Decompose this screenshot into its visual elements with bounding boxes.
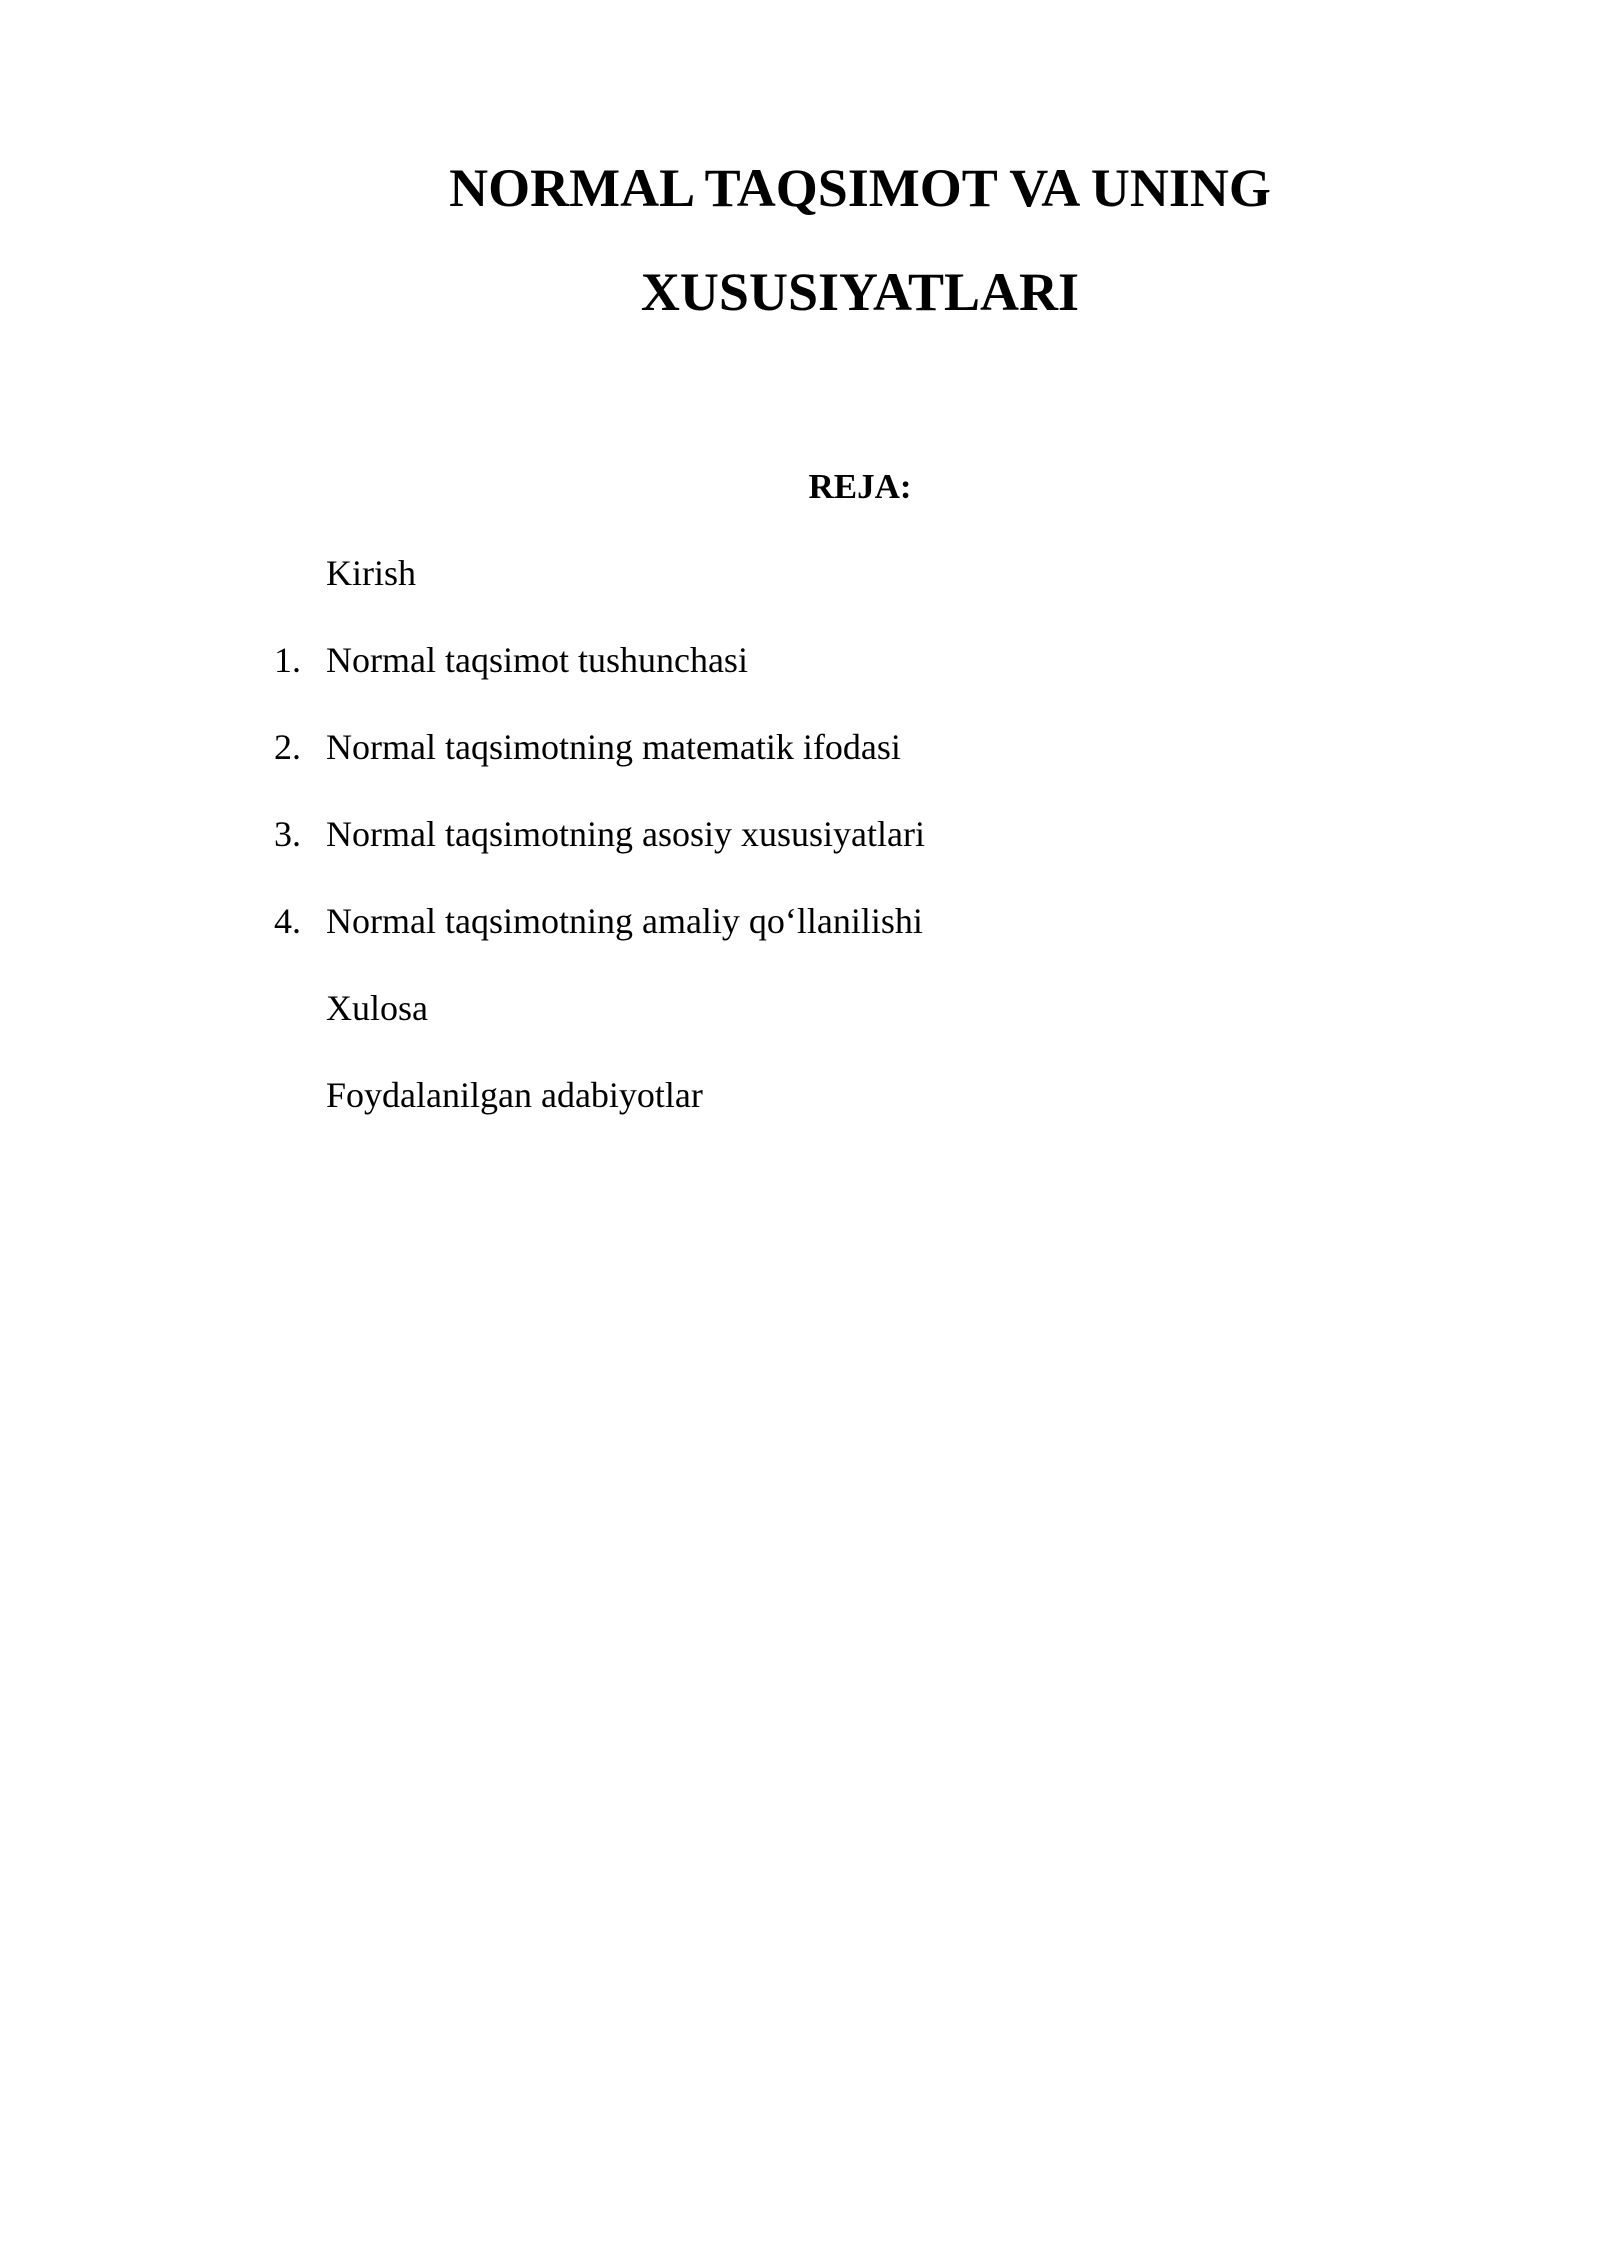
plan-item-text: Foydalanilgan adabiyotlar (326, 1075, 703, 1115)
plan-item-3 (0, 813, 1600, 855)
plan-item-text: Kirish (326, 553, 416, 593)
plan-item-introduction (0, 552, 1600, 594)
plan-item-text: Normal taqsimotning matematik ifodasi (326, 727, 901, 767)
plan-item-number: 1. (274, 640, 301, 680)
plan-item-number: 3. (274, 814, 301, 854)
plan-item-references (0, 1074, 1600, 1116)
plan-item-1 (0, 639, 1600, 681)
plan-item-4 (0, 900, 1600, 942)
plan-heading: REJA: (808, 467, 912, 506)
document-title-line-2: XUSUSIYATLARI (640, 262, 1080, 322)
plan-item-text: Xulosa (326, 988, 428, 1028)
plan-item-number: 4. (274, 901, 301, 941)
plan-item-number: 2. (274, 727, 301, 767)
plan-item-conclusion (0, 987, 1600, 1029)
plan-item-text: Normal taqsimotning amaliy qo‘llanilishi (326, 901, 923, 941)
plan-item-2 (0, 726, 1600, 768)
plan-item-text: Normal taqsimotning asosiy xususiyatlari (326, 814, 925, 854)
document-title-line-1: NORMAL TAQSIMOT VA UNING (449, 158, 1271, 218)
plan-item-text: Normal taqsimot tushunchasi (326, 640, 748, 680)
